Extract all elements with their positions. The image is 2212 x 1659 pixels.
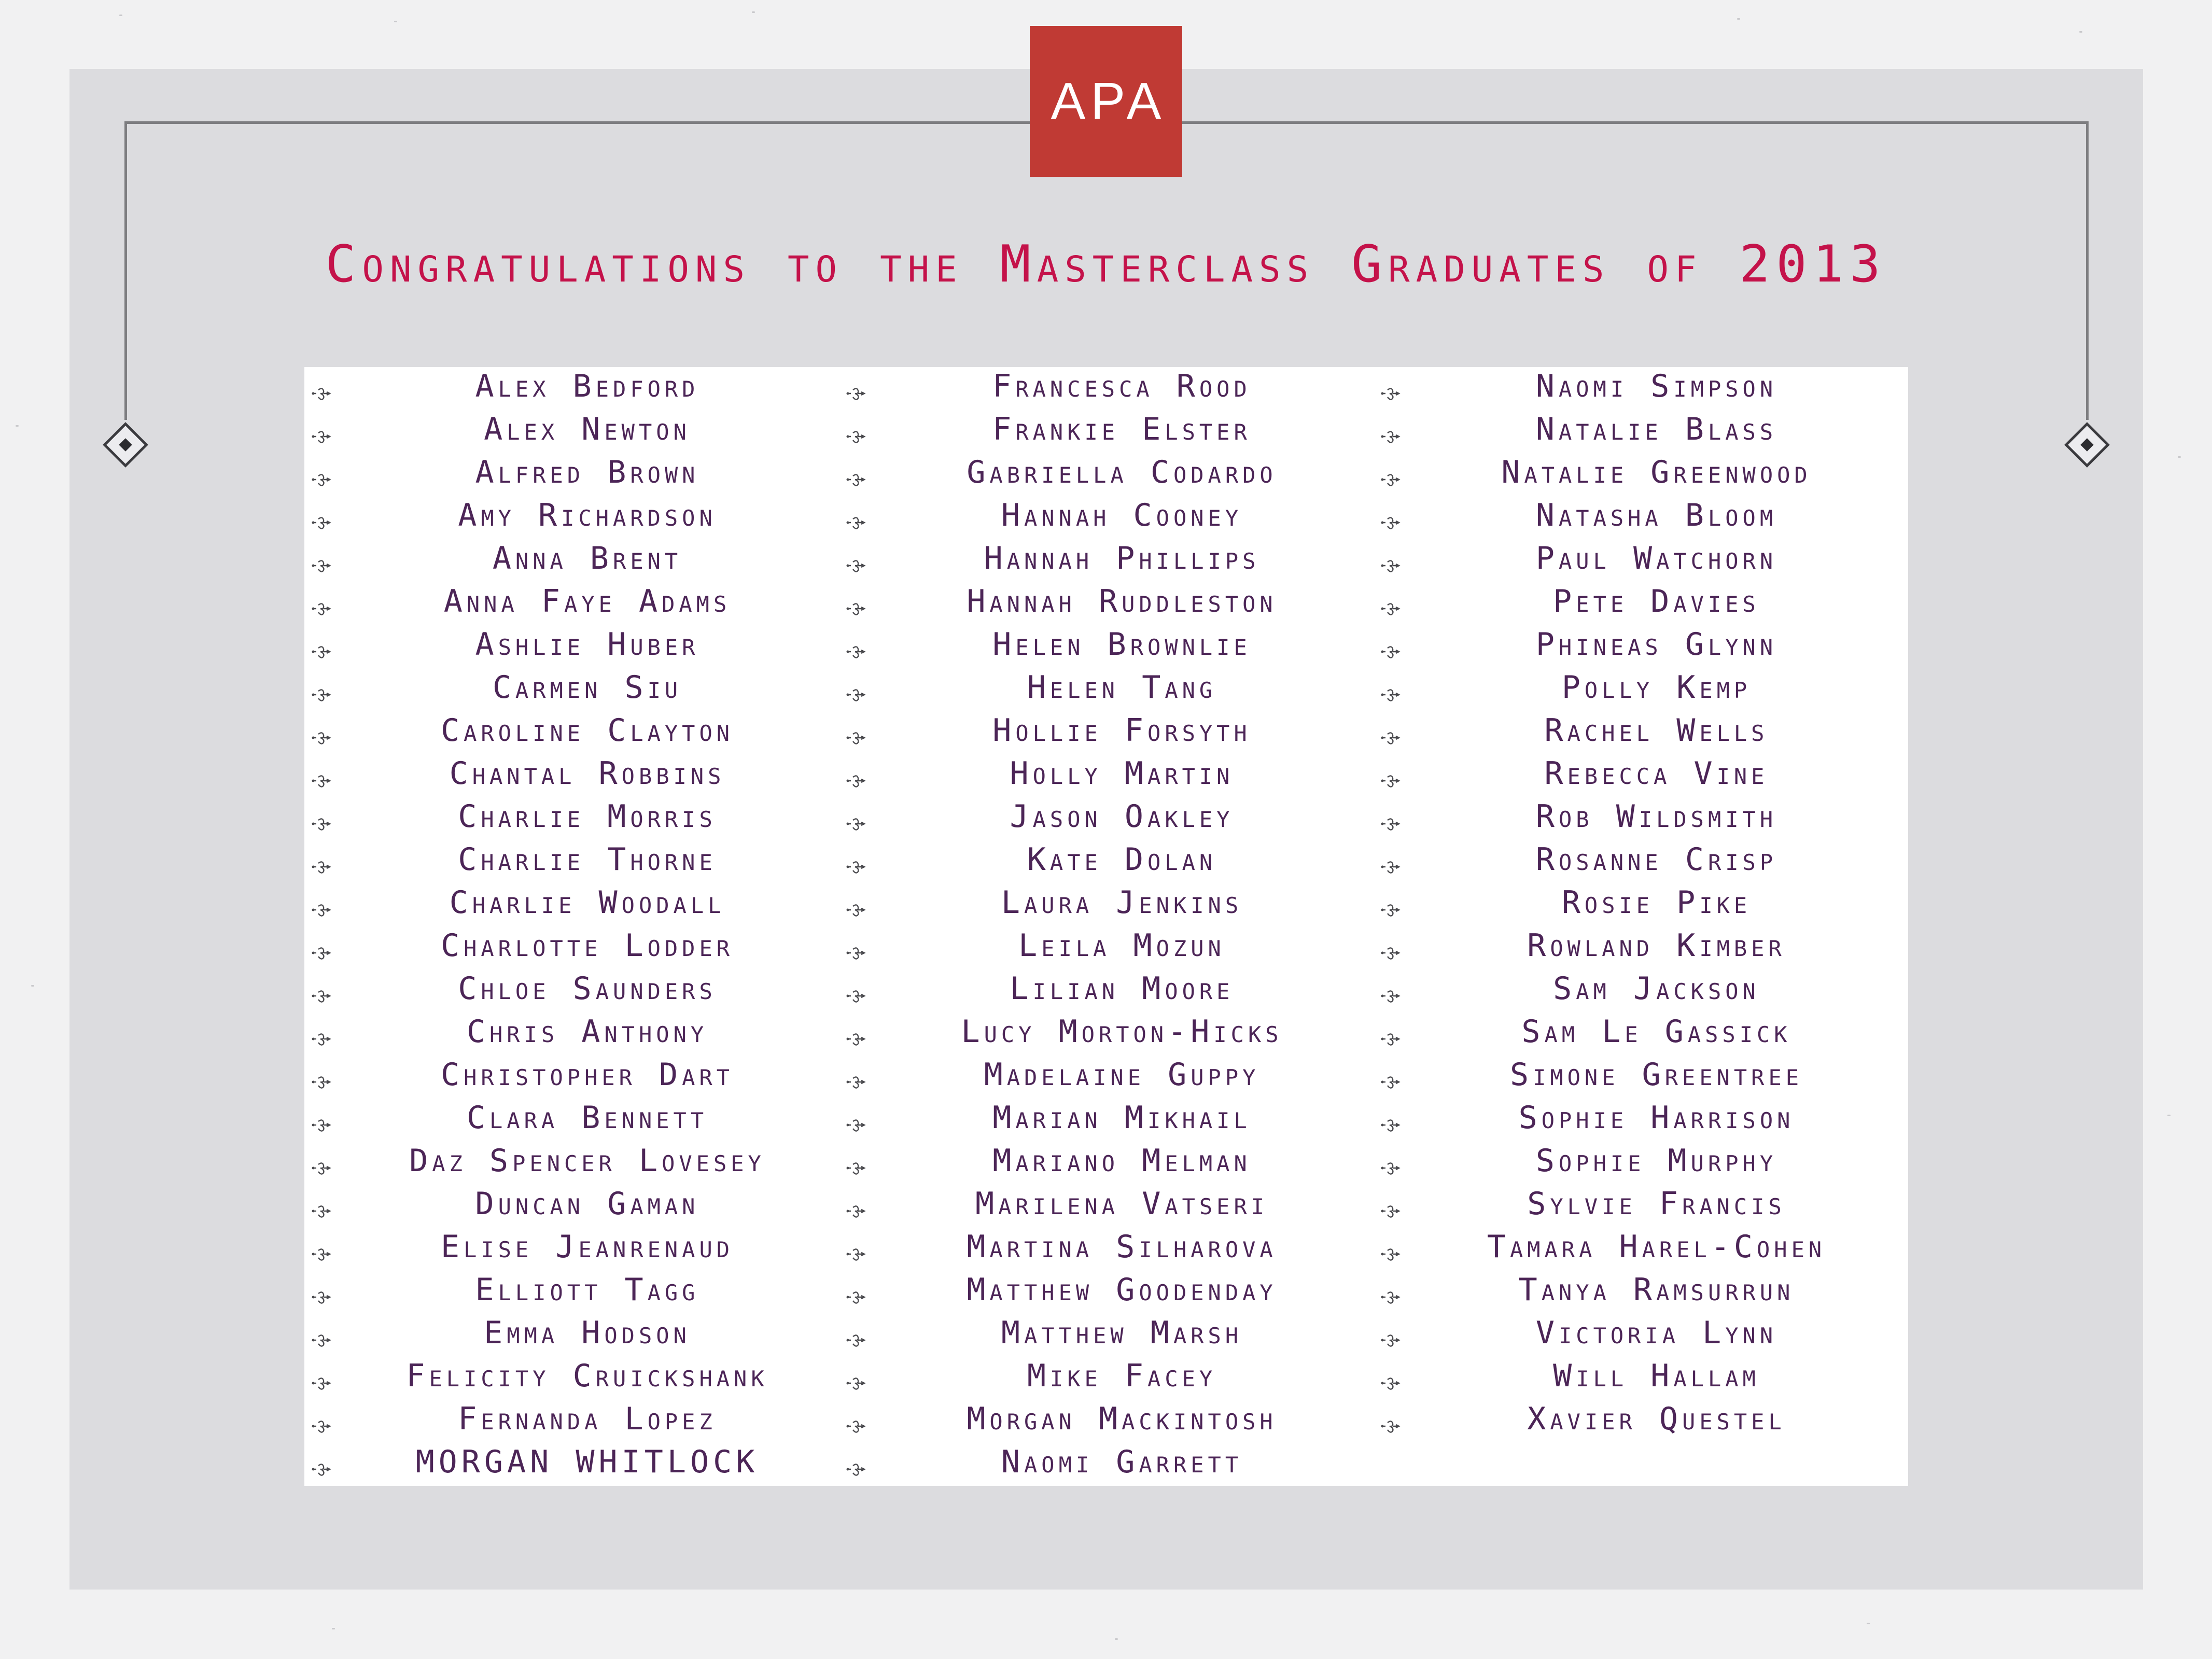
fleuron-icon	[846, 988, 866, 1004]
graduate-row	[839, 1271, 1374, 1314]
fleuron-icon	[846, 558, 866, 573]
graduate-name: Martina Silharova	[967, 1229, 1277, 1265]
graduate-name: Mike Facey	[1027, 1358, 1217, 1394]
graduate-name: Sylvie Francis	[1527, 1186, 1786, 1222]
graduate-name: Charlie Woodall	[449, 884, 725, 921]
fleuron-icon	[1380, 730, 1401, 746]
frame-top-left-line	[125, 121, 1031, 124]
graduate-name: Ashlie Huber	[475, 626, 699, 663]
fleuron-icon	[1380, 1375, 1401, 1391]
graduate-row	[304, 367, 839, 410]
graduate-row	[304, 410, 839, 453]
graduate-row	[839, 1013, 1374, 1056]
graduate-name: Gabriella Codardo	[967, 454, 1277, 490]
graduate-row	[839, 1228, 1374, 1271]
graduate-row	[839, 582, 1374, 625]
graduates-list	[304, 367, 1908, 1486]
graduate-name: MORGAN WHITLOCK	[415, 1444, 759, 1480]
graduate-row	[304, 1228, 839, 1271]
fleuron-icon	[311, 515, 332, 530]
fleuron-icon	[311, 988, 332, 1004]
graduate-name: Natalie Greenwood	[1501, 454, 1812, 490]
graduate-name: Marilena Vatseri	[975, 1186, 1269, 1222]
graduate-row	[839, 367, 1374, 410]
graduate-name: Fernanda Lopez	[458, 1401, 717, 1437]
graduate-row	[839, 1357, 1374, 1400]
graduate-name: Chris Anthony	[466, 1014, 708, 1050]
graduate-row	[839, 1142, 1374, 1185]
fleuron-icon	[1380, 1117, 1401, 1133]
fleuron-icon	[311, 902, 332, 918]
graduate-name: Hannah Ruddleston	[967, 583, 1277, 620]
fleuron-icon	[1380, 386, 1401, 401]
fleuron-icon	[1380, 687, 1401, 702]
graduate-row	[839, 840, 1374, 883]
fleuron-icon	[1380, 1289, 1401, 1305]
graduate-row	[839, 1099, 1374, 1142]
graduate-row	[304, 840, 839, 883]
fleuron-icon	[1380, 773, 1401, 789]
graduate-name: Kate Dolan	[1027, 841, 1217, 878]
paper-speck	[1115, 1638, 1118, 1640]
paper-speck	[1737, 18, 1740, 20]
graduate-row	[839, 926, 1374, 969]
graduate-row	[1374, 754, 1908, 797]
fleuron-icon	[311, 386, 332, 401]
fleuron-icon	[1380, 1246, 1401, 1262]
graduate-row	[839, 539, 1374, 582]
fleuron-icon	[1380, 515, 1401, 530]
graduate-name: Daz Spencer Lovesey	[409, 1143, 765, 1179]
graduate-row	[304, 1443, 839, 1486]
fleuron-icon	[311, 1031, 332, 1047]
graduate-name: Naomi Garrett	[1001, 1444, 1243, 1480]
graduate-row	[839, 625, 1374, 668]
graduate-row	[1374, 1314, 1908, 1357]
fleuron-icon	[1380, 1203, 1401, 1219]
graduate-row	[304, 797, 839, 840]
fleuron-icon	[311, 558, 332, 573]
graduate-row	[304, 969, 839, 1013]
graduate-row	[1374, 840, 1908, 883]
fleuron-icon	[311, 1418, 332, 1434]
graduate-row	[1374, 1013, 1908, 1056]
graduate-row	[304, 1185, 839, 1228]
frame-top-right-line	[1181, 121, 2089, 124]
paper-speck	[752, 11, 755, 13]
fleuron-icon	[846, 386, 866, 401]
fleuron-icon	[1380, 558, 1401, 573]
logo-text: APA	[1051, 72, 1167, 130]
fleuron-icon	[311, 1203, 332, 1219]
graduate-row	[1374, 1357, 1908, 1400]
graduate-row	[304, 1271, 839, 1314]
graduate-name: Hannah Phillips	[984, 540, 1260, 577]
graduate-row	[304, 711, 839, 754]
graduate-name: Marian Mikhail	[992, 1100, 1251, 1136]
graduate-row	[1374, 883, 1908, 926]
fleuron-icon	[846, 515, 866, 530]
graduate-name: Amy Richardson	[458, 497, 717, 533]
fleuron-icon	[311, 1375, 332, 1391]
fleuron-icon	[311, 1074, 332, 1090]
fleuron-icon	[846, 644, 866, 659]
graduate-name: Rosie Pike	[1561, 884, 1752, 921]
graduate-name: Alex Newton	[484, 411, 691, 447]
fleuron-icon	[846, 601, 866, 616]
graduate-row	[304, 1056, 839, 1099]
diamond-dot	[119, 438, 132, 451]
page-heading: Congratulations to the Masterclass Graduates of 2013	[325, 235, 1887, 294]
graduate-name: Rachel Wells	[1544, 712, 1769, 749]
fleuron-icon	[846, 1117, 866, 1133]
graduate-row	[839, 969, 1374, 1013]
graduate-row	[839, 1400, 1374, 1443]
fleuron-icon	[311, 472, 332, 487]
graduate-name: Phineas Glynn	[1535, 626, 1777, 663]
graduate-row	[304, 1099, 839, 1142]
graduate-name: Holly Martin	[1010, 755, 1234, 792]
graduate-name: Emma Hodson	[484, 1315, 691, 1351]
paper-speck	[2178, 456, 2181, 458]
fleuron-icon	[1380, 429, 1401, 444]
fleuron-icon	[846, 1461, 866, 1477]
fleuron-icon	[311, 1246, 332, 1262]
graduate-row	[839, 1443, 1374, 1486]
graduate-name: Jason Oakley	[1010, 798, 1234, 835]
graduate-name: Leila Mozun	[1018, 927, 1225, 964]
fleuron-icon	[846, 1289, 866, 1305]
paper-speck	[16, 425, 19, 427]
graduate-name: Christopher Dart	[440, 1057, 734, 1093]
graduate-name: Anna Faye Adams	[443, 583, 731, 620]
fleuron-icon	[311, 1289, 332, 1305]
fleuron-icon	[311, 1332, 332, 1348]
graduate-row	[1374, 969, 1908, 1013]
graduate-name: Laura Jenkins	[1001, 884, 1243, 921]
graduates-column-2	[839, 367, 1374, 1486]
graduates-column-1	[304, 367, 839, 1486]
fleuron-icon	[311, 601, 332, 616]
graduate-name: Duncan Gaman	[475, 1186, 699, 1222]
fleuron-icon	[311, 859, 332, 875]
graduate-name: Sophie Harrison	[1518, 1100, 1795, 1136]
graduate-row	[304, 1357, 839, 1400]
fleuron-icon	[1380, 859, 1401, 875]
diamond-dot	[2080, 438, 2093, 451]
fleuron-icon	[846, 902, 866, 918]
graduate-name: Tanya Ramsurrun	[1518, 1272, 1795, 1308]
paper-speck	[394, 21, 397, 22]
apa-logo	[1030, 26, 1182, 177]
graduate-row	[304, 668, 839, 711]
fleuron-icon	[846, 1160, 866, 1176]
fleuron-icon	[311, 1160, 332, 1176]
graduate-name: Paul Watchorn	[1535, 540, 1777, 577]
paper-speck	[1867, 1623, 1870, 1624]
graduate-name: Lucy Morton-Hicks	[961, 1014, 1283, 1050]
fleuron-icon	[1380, 1160, 1401, 1176]
fleuron-icon	[846, 945, 866, 961]
graduate-name: Caroline Clayton	[440, 712, 734, 749]
graduate-row	[839, 453, 1374, 496]
graduate-name: Sam Jackson	[1553, 971, 1760, 1007]
fleuron-icon	[311, 644, 332, 659]
fleuron-icon	[311, 429, 332, 444]
graduate-row	[1374, 410, 1908, 453]
fleuron-icon	[846, 1418, 866, 1434]
graduate-row	[1374, 668, 1908, 711]
graduate-row	[1374, 625, 1908, 668]
graduate-row	[1374, 1142, 1908, 1185]
fleuron-icon	[1380, 902, 1401, 918]
paper-speck	[2079, 31, 2082, 33]
fleuron-icon	[1380, 1418, 1401, 1434]
graduate-name: Pete Davies	[1553, 583, 1760, 620]
graduate-row	[839, 883, 1374, 926]
graduate-name: Rebecca Vine	[1544, 755, 1769, 792]
graduate-name: Helen Brownlie	[992, 626, 1251, 663]
graduate-row	[1374, 1400, 1908, 1443]
graduate-name: Tamara Harel-Cohen	[1487, 1229, 1826, 1265]
graduate-name: Francesca Rood	[992, 368, 1251, 404]
fleuron-icon	[311, 1117, 332, 1133]
graduate-name: Charlie Morris	[458, 798, 717, 835]
fleuron-icon	[1380, 1074, 1401, 1090]
graduate-row	[839, 711, 1374, 754]
graduate-name: Elise Jeanrenaud	[440, 1229, 734, 1265]
fleuron-icon	[846, 1074, 866, 1090]
fleuron-icon	[846, 773, 866, 789]
graduate-row	[304, 754, 839, 797]
graduate-name: Anna Brent	[492, 540, 682, 577]
graduate-name: Madelaine Guppy	[984, 1057, 1260, 1093]
paper-speck	[2167, 1115, 2171, 1116]
graduate-name: Rob Wildsmith	[1535, 798, 1777, 835]
graduate-row	[839, 496, 1374, 539]
graduate-name: Alfred Brown	[475, 454, 699, 490]
graduate-row	[304, 496, 839, 539]
graduate-row	[839, 1185, 1374, 1228]
fleuron-icon	[311, 1461, 332, 1477]
fleuron-icon	[1380, 601, 1401, 616]
graduates-column-3	[1374, 367, 1908, 1443]
graduate-name: Sam Le Gassick	[1521, 1014, 1791, 1050]
graduate-row	[839, 668, 1374, 711]
graduate-name: Frankie Elster	[992, 411, 1251, 447]
graduate-name: Hollie Forsyth	[992, 712, 1251, 749]
fleuron-icon	[1380, 644, 1401, 659]
graduate-name: Xavier Questel	[1527, 1401, 1786, 1437]
fleuron-icon	[1380, 816, 1401, 832]
fleuron-icon	[846, 687, 866, 702]
graduate-row	[304, 539, 839, 582]
graduate-name: Sophie Murphy	[1535, 1143, 1777, 1179]
fleuron-icon	[846, 859, 866, 875]
fleuron-icon	[846, 1203, 866, 1219]
paper-speck	[31, 985, 34, 987]
fleuron-icon	[846, 1332, 866, 1348]
graduate-name: Rowland Kimber	[1527, 927, 1786, 964]
graduate-row	[839, 1056, 1374, 1099]
graduate-row	[304, 1400, 839, 1443]
graduate-row	[1374, 367, 1908, 410]
fleuron-icon	[846, 730, 866, 746]
graduate-name: Naomi Simpson	[1535, 368, 1777, 404]
graduate-name: Polly Kemp	[1561, 669, 1752, 706]
graduate-row	[1374, 1271, 1908, 1314]
graduate-row	[1374, 1099, 1908, 1142]
graduate-name: Felicity Cruickshank	[406, 1358, 768, 1394]
graduate-name: Victoria Lynn	[1535, 1315, 1777, 1351]
fleuron-icon	[846, 1375, 866, 1391]
graduate-name: Chantal Robbins	[449, 755, 725, 792]
fleuron-icon	[1380, 1332, 1401, 1348]
fleuron-icon	[1380, 472, 1401, 487]
fleuron-icon	[846, 816, 866, 832]
fleuron-icon	[846, 1246, 866, 1262]
graduate-row	[1374, 539, 1908, 582]
fleuron-icon	[846, 429, 866, 444]
graduate-name: Natalie Blass	[1535, 411, 1777, 447]
graduate-row	[1374, 926, 1908, 969]
graduate-row	[304, 453, 839, 496]
graduate-row	[839, 754, 1374, 797]
graduate-row	[1374, 582, 1908, 625]
graduate-name: Rosanne Crisp	[1535, 841, 1777, 878]
graduate-row	[304, 926, 839, 969]
graduate-name: Helen Tang	[1027, 669, 1217, 706]
graduate-name: Charlotte Lodder	[440, 927, 734, 964]
graduate-name: Elliott Tagg	[475, 1272, 699, 1308]
graduate-name: Charlie Thorne	[458, 841, 717, 878]
graduate-row	[304, 883, 839, 926]
graduate-row	[1374, 797, 1908, 840]
graduate-name: Matthew Goodenday	[967, 1272, 1277, 1308]
fleuron-icon	[846, 472, 866, 487]
graduate-name: Mariano Melman	[992, 1143, 1251, 1179]
graduate-row	[1374, 453, 1908, 496]
graduate-row	[304, 1013, 839, 1056]
fleuron-icon	[1380, 945, 1401, 961]
graduate-name: Chloe Saunders	[458, 971, 717, 1007]
fleuron-icon	[311, 816, 332, 832]
graduate-row	[839, 797, 1374, 840]
fleuron-icon	[311, 730, 332, 746]
graduate-name: Will Hallam	[1553, 1358, 1760, 1394]
graduate-row	[1374, 1056, 1908, 1099]
fleuron-icon	[1380, 988, 1401, 1004]
graduate-row	[304, 582, 839, 625]
graduate-row	[1374, 1228, 1908, 1271]
graduate-row	[839, 410, 1374, 453]
graduate-name: Matthew Marsh	[1001, 1315, 1243, 1351]
graduate-name: Lilian Moore	[1010, 971, 1234, 1007]
graduate-row	[304, 1314, 839, 1357]
fleuron-icon	[311, 945, 332, 961]
graduate-name: Natasha Bloom	[1535, 497, 1777, 533]
fleuron-icon	[311, 773, 332, 789]
graduate-row	[1374, 1185, 1908, 1228]
graduate-name: Hannah Cooney	[1001, 497, 1243, 533]
paper-speck	[332, 1628, 335, 1629]
fleuron-icon	[1380, 1031, 1401, 1047]
graduate-name: Carmen Siu	[492, 669, 682, 706]
graduate-row	[304, 1142, 839, 1185]
graduate-name: Clara Bennett	[466, 1100, 708, 1136]
graduate-row	[304, 625, 839, 668]
fleuron-icon	[846, 1031, 866, 1047]
fleuron-icon	[311, 687, 332, 702]
graduate-name: Simone Greentree	[1509, 1057, 1803, 1093]
paper-speck	[119, 15, 122, 16]
graduate-row	[839, 1314, 1374, 1357]
graduate-row	[1374, 496, 1908, 539]
graduate-row	[1374, 711, 1908, 754]
graduate-name: Alex Bedford	[475, 368, 699, 404]
graduate-name: Morgan Mackintosh	[967, 1401, 1277, 1437]
